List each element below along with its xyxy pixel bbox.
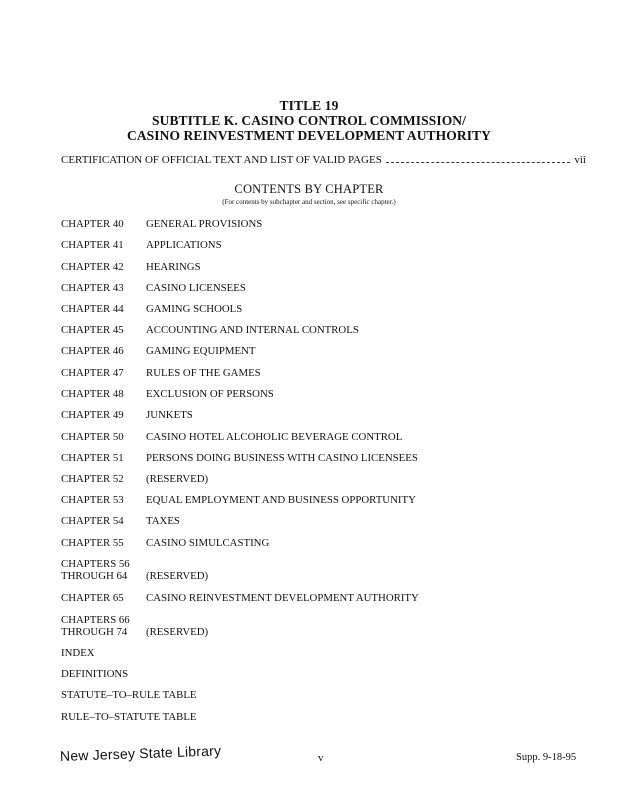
chapter-title: GENERAL PROVISIONS	[146, 218, 263, 230]
chapter-number: CHAPTERS 66	[61, 614, 130, 626]
chapter-number: CHAPTER 54	[61, 515, 124, 527]
chapter-number: CHAPTER 43	[61, 282, 124, 294]
supplement-date: Supp. 9-18-95	[516, 752, 577, 763]
certification-label: CERTIFICATION OF OFFICIAL TEXT AND LIST OF VALID PAGES	[61, 154, 382, 166]
chapter-number: CHAPTER 55	[61, 537, 124, 549]
chapter-title: RULES OF THE GAMES	[146, 367, 261, 379]
chapter-title: CASINO LICENSEES	[146, 282, 246, 294]
title-line-1: TITLE 19	[279, 98, 339, 113]
contents-note: (For contents by subchapter and section, see specific chapter.)	[222, 198, 396, 206]
certification-page: vii	[574, 154, 586, 166]
chapter-title: CASINO HOTEL ALCOHOLIC BEVERAGE CONTROL	[146, 431, 403, 443]
chapter-range-end: THROUGH 74	[61, 626, 128, 638]
leader-dots	[386, 154, 571, 163]
contents-heading: CONTENTS BY CHAPTER	[234, 182, 384, 196]
chapter-title: GAMING EQUIPMENT	[146, 345, 256, 357]
chapter-title: CASINO REINVESTMENT DEVELOPMENT AUTHORITY	[146, 592, 419, 604]
chapter-title: ACCOUNTING AND INTERNAL CONTROLS	[146, 324, 359, 336]
chapter-title: JUNKETS	[146, 409, 193, 421]
chapter-number: CHAPTER 42	[61, 261, 124, 273]
page-number: v	[318, 752, 324, 764]
chapter-number: CHAPTER 65	[61, 592, 124, 604]
chapter-title: EXCLUSION OF PERSONS	[146, 388, 274, 400]
chapter-title: GAMING SCHOOLS	[146, 303, 243, 315]
appendix-label: STATUTE–TO–RULE TABLE	[61, 689, 197, 701]
chapter-number: CHAPTER 53	[61, 494, 124, 506]
chapter-number: CHAPTERS 56	[61, 558, 130, 570]
chapter-number: CHAPTER 47	[61, 367, 124, 379]
chapter-number: CHAPTER 45	[61, 324, 124, 336]
chapter-number: CHAPTER 48	[61, 388, 124, 400]
chapter-title: CASINO SIMULCASTING	[146, 537, 270, 549]
chapter-number: CHAPTER 49	[61, 409, 124, 421]
chapter-title: (RESERVED)	[146, 473, 209, 485]
chapter-number: CHAPTER 52	[61, 473, 124, 485]
chapter-range-end: THROUGH 64	[61, 570, 128, 582]
appendix-label: RULE–TO–STATUTE TABLE	[61, 711, 197, 723]
chapter-title: APPLICATIONS	[146, 239, 222, 251]
title-line-3: CASINO REINVESTMENT DEVELOPMENT AUTHORITY	[126, 128, 492, 143]
appendix-label: INDEX	[61, 647, 95, 659]
chapter-number: CHAPTER 44	[61, 303, 124, 315]
chapter-number: CHAPTER 51	[61, 452, 124, 464]
chapter-number: CHAPTER 50	[61, 431, 124, 443]
chapter-title: TAXES	[146, 515, 180, 527]
chapter-number: CHAPTER 40	[61, 218, 124, 230]
chapter-title: (RESERVED)	[146, 570, 209, 582]
chapter-title: (RESERVED)	[146, 626, 209, 638]
title-line-2: SUBTITLE K. CASINO CONTROL COMMISSION/	[152, 113, 466, 128]
library-stamp: New Jersey State Library	[59, 742, 222, 764]
appendix-label: DEFINITIONS	[61, 668, 129, 680]
chapter-title: EQUAL EMPLOYMENT AND BUSINESS OPPORTUNITY	[146, 494, 416, 506]
chapter-title: PERSONS DOING BUSINESS WITH CASINO LICENSEES	[146, 452, 418, 464]
chapter-number: CHAPTER 41	[61, 239, 124, 251]
chapter-number: CHAPTER 46	[61, 345, 124, 357]
certification-entry	[61, 154, 586, 166]
chapter-title: HEARINGS	[146, 261, 201, 273]
